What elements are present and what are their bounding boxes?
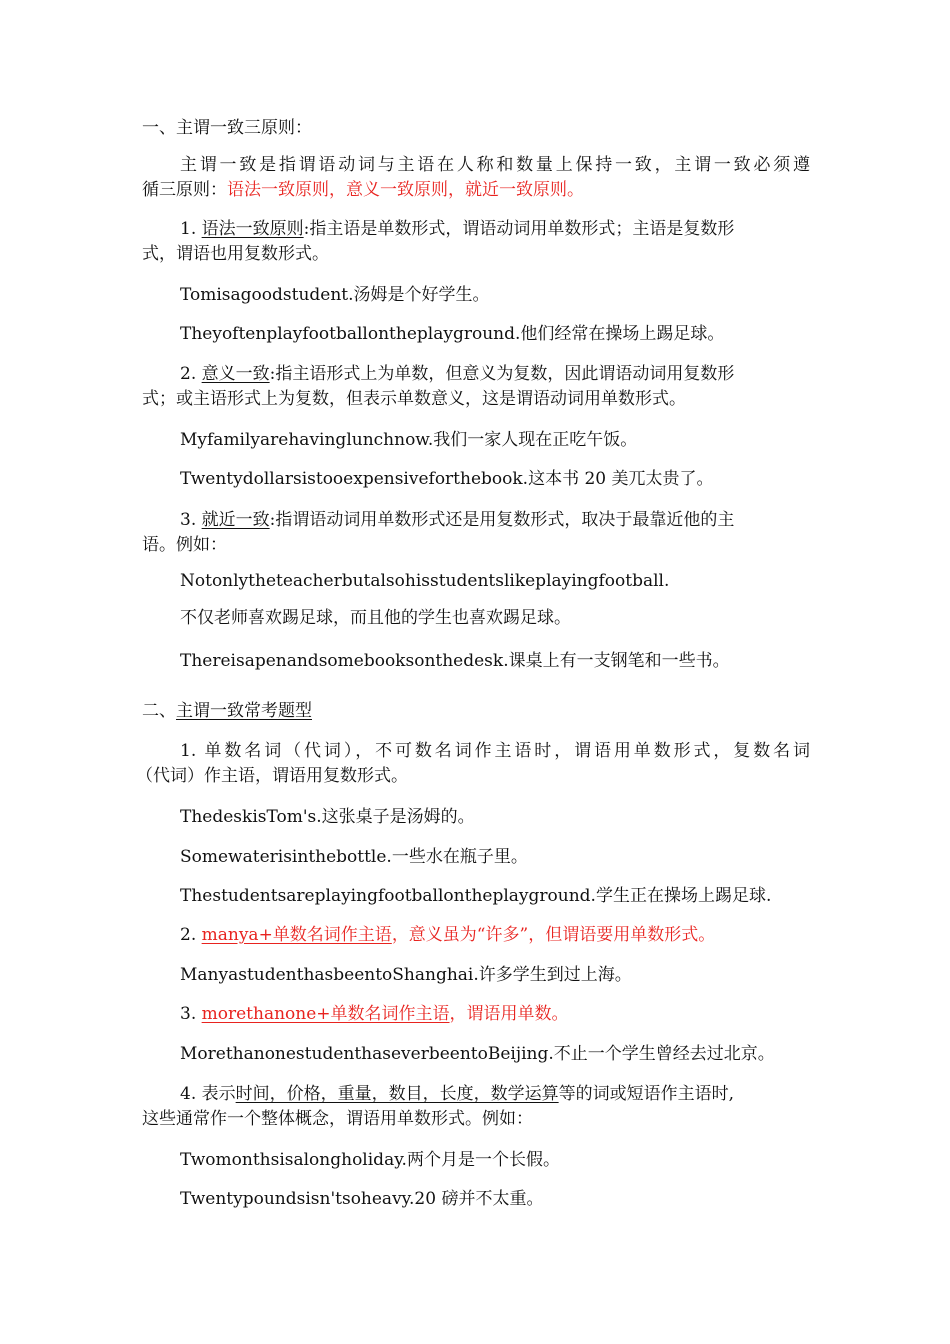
item4-underlined-categories: 时间，价格，重量，数目，长度，数学运算	[235, 1084, 559, 1104]
rule3-line1	[180, 508, 848, 533]
item4-example1: Twomonthsisalongholiday.两个月是一个长假。	[180, 1150, 560, 1170]
rule2-desc: :指主语形式上为单数，但意义为复数，因此谓语动词用复数形	[269, 364, 735, 384]
rule2-number: 2.	[180, 364, 202, 384]
rule2-line2: 式；或主语形式上为复数，但表示单数意义，这是谓语动词用单数形式。	[142, 389, 686, 409]
item2-number: 2.	[180, 925, 202, 945]
intro-text: 循三原则：	[142, 180, 227, 200]
rule3-example1-translation: 不仅老师喜欢踢足球，而且他的学生也喜欢踢足球。	[180, 608, 571, 628]
item3-number: 3.	[180, 1004, 202, 1024]
item1-example1: ThedeskisTom's.这张桌子是汤姆的。	[180, 807, 475, 827]
rule3-example1: Notonlytheteacherbutalsohisstudentslikeplayingfootball.	[180, 571, 670, 591]
item3-example1: MorethanonestudenthaseverbeentoBeijing.不止一个学生曾经去过北京。	[180, 1044, 775, 1064]
rule2-line1	[180, 362, 848, 387]
section1-heading: 一、主谓一致三原则：	[142, 118, 312, 138]
section1-intro-line2	[142, 178, 810, 203]
rule1-example2: Theyoftenplayfootballontheplayground.他们经常在操场上踢足球。	[180, 324, 725, 344]
item1-line2: （代词）作主语，谓语用复数形式。	[136, 766, 408, 786]
rule1-number: 1.	[180, 219, 202, 239]
item2-rule-rest: ，意义虽为“许多”，但谓语要用单数形式。	[391, 925, 716, 945]
rule3-name: 就近一致	[201, 510, 270, 530]
rule3-number: 3.	[180, 510, 202, 530]
rule1-line2: 式，谓语也用复数形式。	[142, 244, 329, 264]
item2-example1: ManyastudenthasbeentoShanghai.许多学生到过上海。	[180, 965, 632, 985]
rule1-example1: Tomisagoodstudent.汤姆是个好学生。	[180, 285, 490, 305]
item3-rule-rest: ，谓语用单数。	[449, 1004, 569, 1024]
item4-example2: Twentypoundsisn'tsoheavy.20 磅并不太重。	[180, 1189, 544, 1209]
intro-principles-highlight: 语法一致原则，意义一致原则，就近一致原则。	[227, 180, 584, 200]
rule2-name: 意义一致	[201, 364, 270, 384]
item3-line	[180, 1002, 848, 1027]
rule2-example1: Myfamilyarehavinglunchnow.我们一家人现在正吃午饭。	[180, 430, 638, 450]
section2-heading	[142, 699, 810, 724]
section2-heading-prefix: 二、	[142, 701, 176, 721]
item1-line1: 1. 单数名词（代词），不可数名词作主语时，谓语用单数形式，复数名词	[180, 741, 810, 761]
section2-heading-title: 主谓一致常考题型	[176, 701, 312, 721]
item2-line	[180, 923, 848, 948]
rule2-example2: Twentydollarsistooexpensiveforthebook.这本书 20 美兀太贵了。	[180, 469, 714, 489]
item4-line1	[180, 1082, 848, 1107]
rule3-example2: Thereisapenandsomebooksonthedesk.课桌上有一支钢笔和一些书。	[180, 651, 730, 671]
item4-rest: 等的词或短语作主语时,	[558, 1084, 735, 1104]
rule3-line2: 语。例如：	[142, 535, 227, 555]
rule1-line1	[180, 217, 848, 242]
item4-prefix: 4. 表示	[180, 1084, 236, 1104]
item1-example3: Thestudentsareplayingfootballontheplayground.学生正在操场上踢足球.	[180, 886, 772, 906]
section1-intro-line1: 主谓一致是指谓语动词与主语在人称和数量上保持一致，主谓一致必须遵	[180, 155, 810, 175]
item4-line2: 这些通常作一个整体概念，谓语用单数形式。例如：	[142, 1109, 533, 1129]
item3-underlined-rule: morethanone+单数名词作主语	[201, 1004, 450, 1024]
item1-example2: Somewaterisinthebottle.一些水在瓶子里。	[180, 847, 528, 867]
item2-underlined-rule: manya+单数名词作主语	[201, 925, 392, 945]
rule1-desc: :指主语是单数形式，谓语动词用单数形式；主语是复数形	[303, 219, 735, 239]
rule3-desc: :指谓语动词用单数形式还是用复数形式，取决于最靠近他的主	[269, 510, 735, 530]
rule1-name: 语法一致原则	[201, 219, 304, 239]
